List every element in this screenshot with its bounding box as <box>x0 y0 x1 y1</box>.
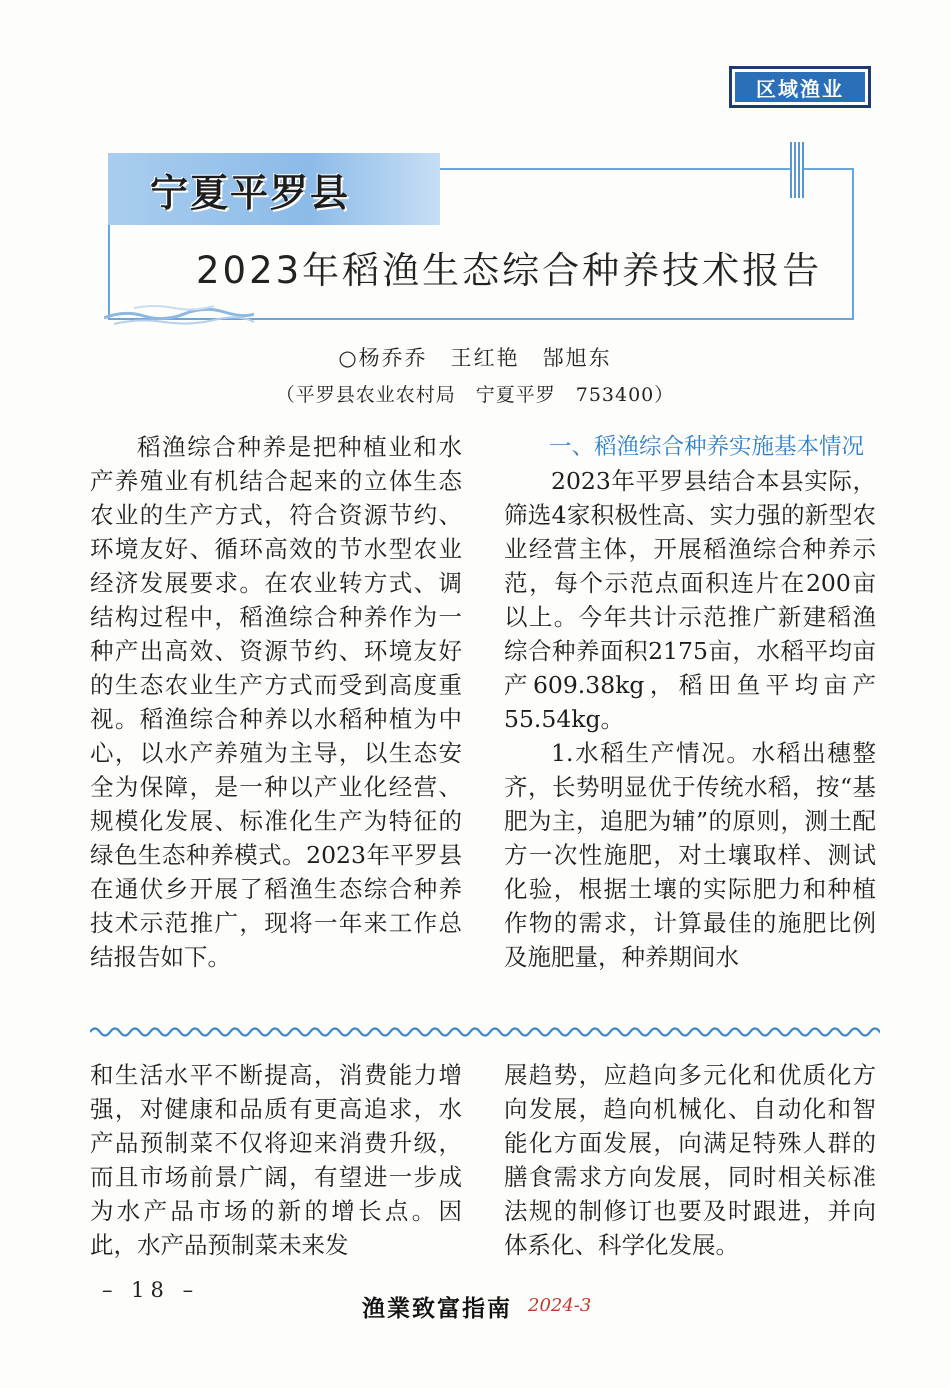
section-tag-label: 区域渔业 <box>735 72 865 102</box>
continuation-right-column <box>504 1058 876 1262</box>
intro-paragraph: 稻渔综合种养是把种植业和水产养殖业有机结合起来的立体生态农业的生产方式，符合资源节约、环境友好、循环高效的节水型农业经济发展要求。在农业转方式、调结构过程中，稻渔综合种养作为一种产出高效、资源节约、环境友好的生态农业生产方式而受到高度重视。稻渔综合种养以水稻种植为中心，以水产养殖为主导，以生态安全为保障，是一种以产业化经营、规模化发展、标准化生产为特征的绿色生态种养模式。2023年平罗县在通伏乡开展了稻渔生态综合种养技术示范推广，现将一年来工作总结报告如下。 <box>90 433 462 971</box>
section-paragraph-2: 1.水稻生产情况。水稻出穗整齐，长势明显优于传统水稻，按“基肥为主，追肥为辅”的原则，测土配方一次性施肥，对土壤取样、测试化验，根据土壤的实际肥力和种植作物的需求，计算最佳的施肥比例及施肥量，种养期间水 <box>504 739 876 971</box>
frame-decoration-bar <box>790 142 804 198</box>
wave-divider <box>90 1024 880 1040</box>
left-column <box>90 430 462 974</box>
article-title: 2023年稻渔生态综合种养技术报告 <box>196 249 823 292</box>
section-tag <box>729 66 871 108</box>
continuation-left-paragraph: 和生活水平不断提高，消费能力增强，对健康和品质有更高追求，水产品预制菜不仅将迎来消费升级，而且市场前景广阔，有望进一步成为水产品市场的新的增长点。因此，水产品预制菜未来发 <box>90 1061 462 1259</box>
continuation-left-column <box>90 1058 462 1262</box>
region-title: 宁夏平罗县 <box>150 171 351 215</box>
page-number: – 18 – <box>102 1278 200 1302</box>
affiliation: （平罗县农业农村局 宁夏平罗 753400） <box>275 384 675 406</box>
journal-name: 渔業致富指南 <box>362 1295 512 1322</box>
right-column <box>504 430 876 974</box>
wave-decoration <box>104 288 254 328</box>
authors: ○杨乔乔 王红艳 郜旭东 <box>338 346 612 370</box>
journal-issue: 2024-3 <box>528 1295 592 1316</box>
continuation-right-paragraph: 展趋势，应趋向多元化和优质化方向发展，趋向机械化、自动化和智能化方面发展，向满足特殊人群的膳食需求方向发展，同时相关标准法规的制修订也要及时跟进，并向体系化、科学化发展。 <box>504 1061 876 1259</box>
section-paragraph-1: 2023年平罗县结合本县实际，筛选4家积极性高、实力强的新型农业经营主体，开展稻渔综合种养示范，每个示范点面积连片在200亩以上。今年共计示范推广新建稻渔综合种养面积2175亩，水稻平均亩产609.38kg，稻田鱼平均亩产55.54kg。 <box>504 467 876 733</box>
section-heading: 一、稻渔综合种养实施基本情况 <box>549 434 865 460</box>
